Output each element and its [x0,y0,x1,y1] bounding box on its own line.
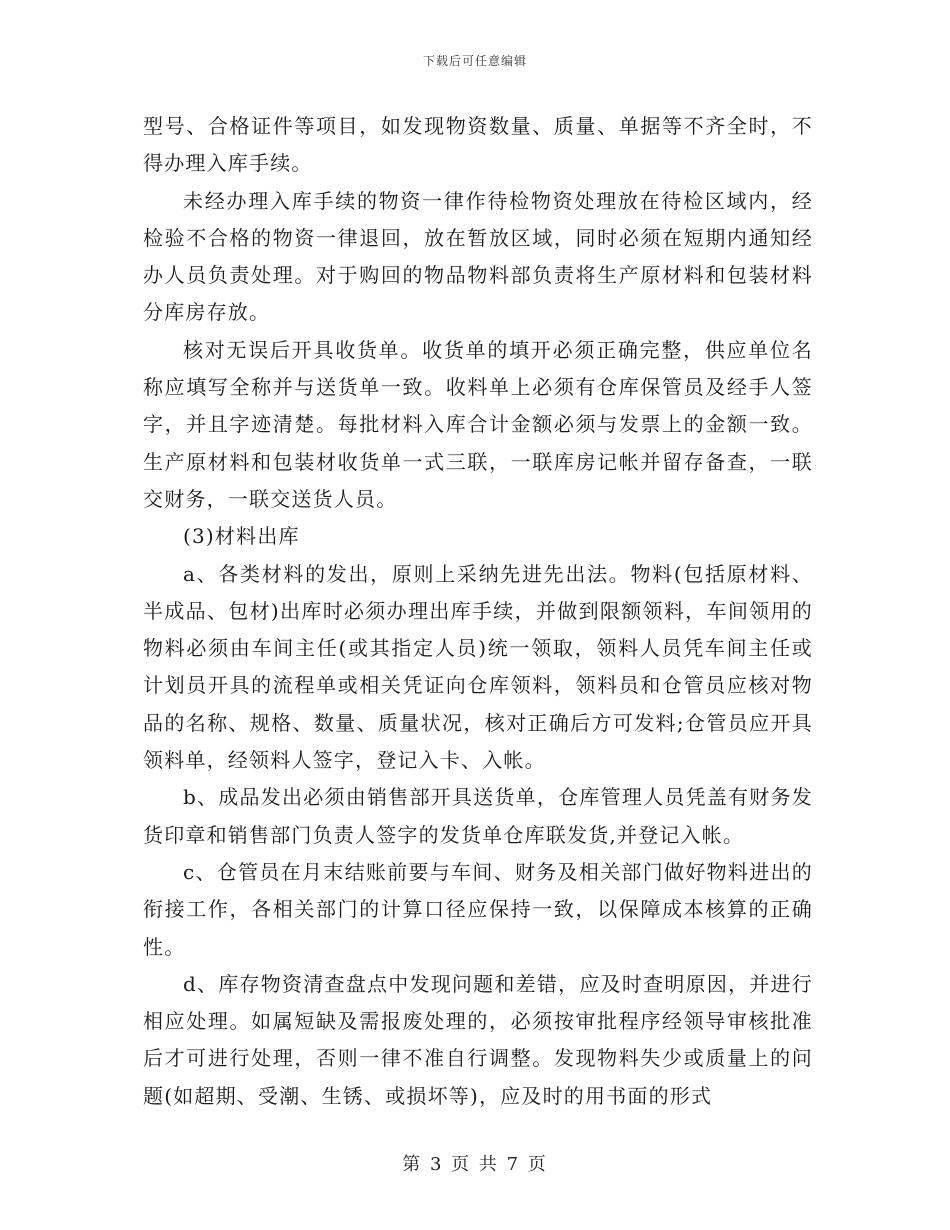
paragraph-item-a: a、各类材料的发出，原则上采纳先进先出法。物料(包括原材料、半成品、包材)出库时必须办理出库手续，并做到限额领料，车间领用的物料必须由车间主任(或其指定人员)统一领取，领料人员凭车间主任或计划员开具的流程单或相关凭证向仓库领料，领料员和仓管员应核对物品的名称、规格、数量、质量状况，核对正确后方可发料;仓管员应开具领料单，经领料人签字，登记入卡、入帐。 [143,561,813,773]
paragraph-item-b: b、成品发出必须由销售部开具送货单，仓库管理人员凭盖有财务发货印章和销售部门负责人签字的发货单仓库联发货,并登记入帐。 [143,785,813,847]
paragraph-pending-inspection: 未经办理入库手续的物资一律作待检物资处理放在待检区域内，经检验不合格的物资一律退回，放在暂放区域，同时必须在短期内通知经办人员负责处理。对于购回的物品物料部负责将生产原材料和包装材料分库房存放。 [143,188,813,325]
document-body [143,108,813,1115]
paragraph-item-c: c、仓管员在月末结账前要与车间、财务及相关部门做好物料进出的衔接工作，各相关部门的计算口径应保持一致，以保障成本核算的正确性。 [143,859,813,959]
paragraph-continuation: 型号、合格证件等项目，如发现物资数量、质量、单据等不齐全时，不得办理入库手续。 [143,114,813,176]
section-heading-material-outbound: (3)材料出库 [183,524,300,549]
paragraph-item-d: d、库存物资清查盘点中发现问题和差错，应及时查明原因，并进行相应处理。如属短缺及需报废处理的，必须按审批程序经领导审核批准后才可进行处理，否则一律不准自行调整。发现物料失少或质量上的问题(如超期、受潮、生锈、或损坏等)，应及时的用书面的形式 [143,971,813,1108]
paragraph-receipt: 核对无误后开具收货单。收货单的填开必须正确完整，供应单位名称应填写全称并与送货单一致。收料单上必须有仓库保管员及经手人签字，并且字迹清楚。每批材料入库合计金额必须与发票上的金额一致。生产原材料和包装材收货单一式三联，一联库房记帐并留存备查，一联交财务，一联交送货人员。 [143,337,813,511]
page-number-footer: 第 3 页 共 7 页 [402,1154,548,1175]
page-header: 下载后可任意编辑 [422,54,527,68]
